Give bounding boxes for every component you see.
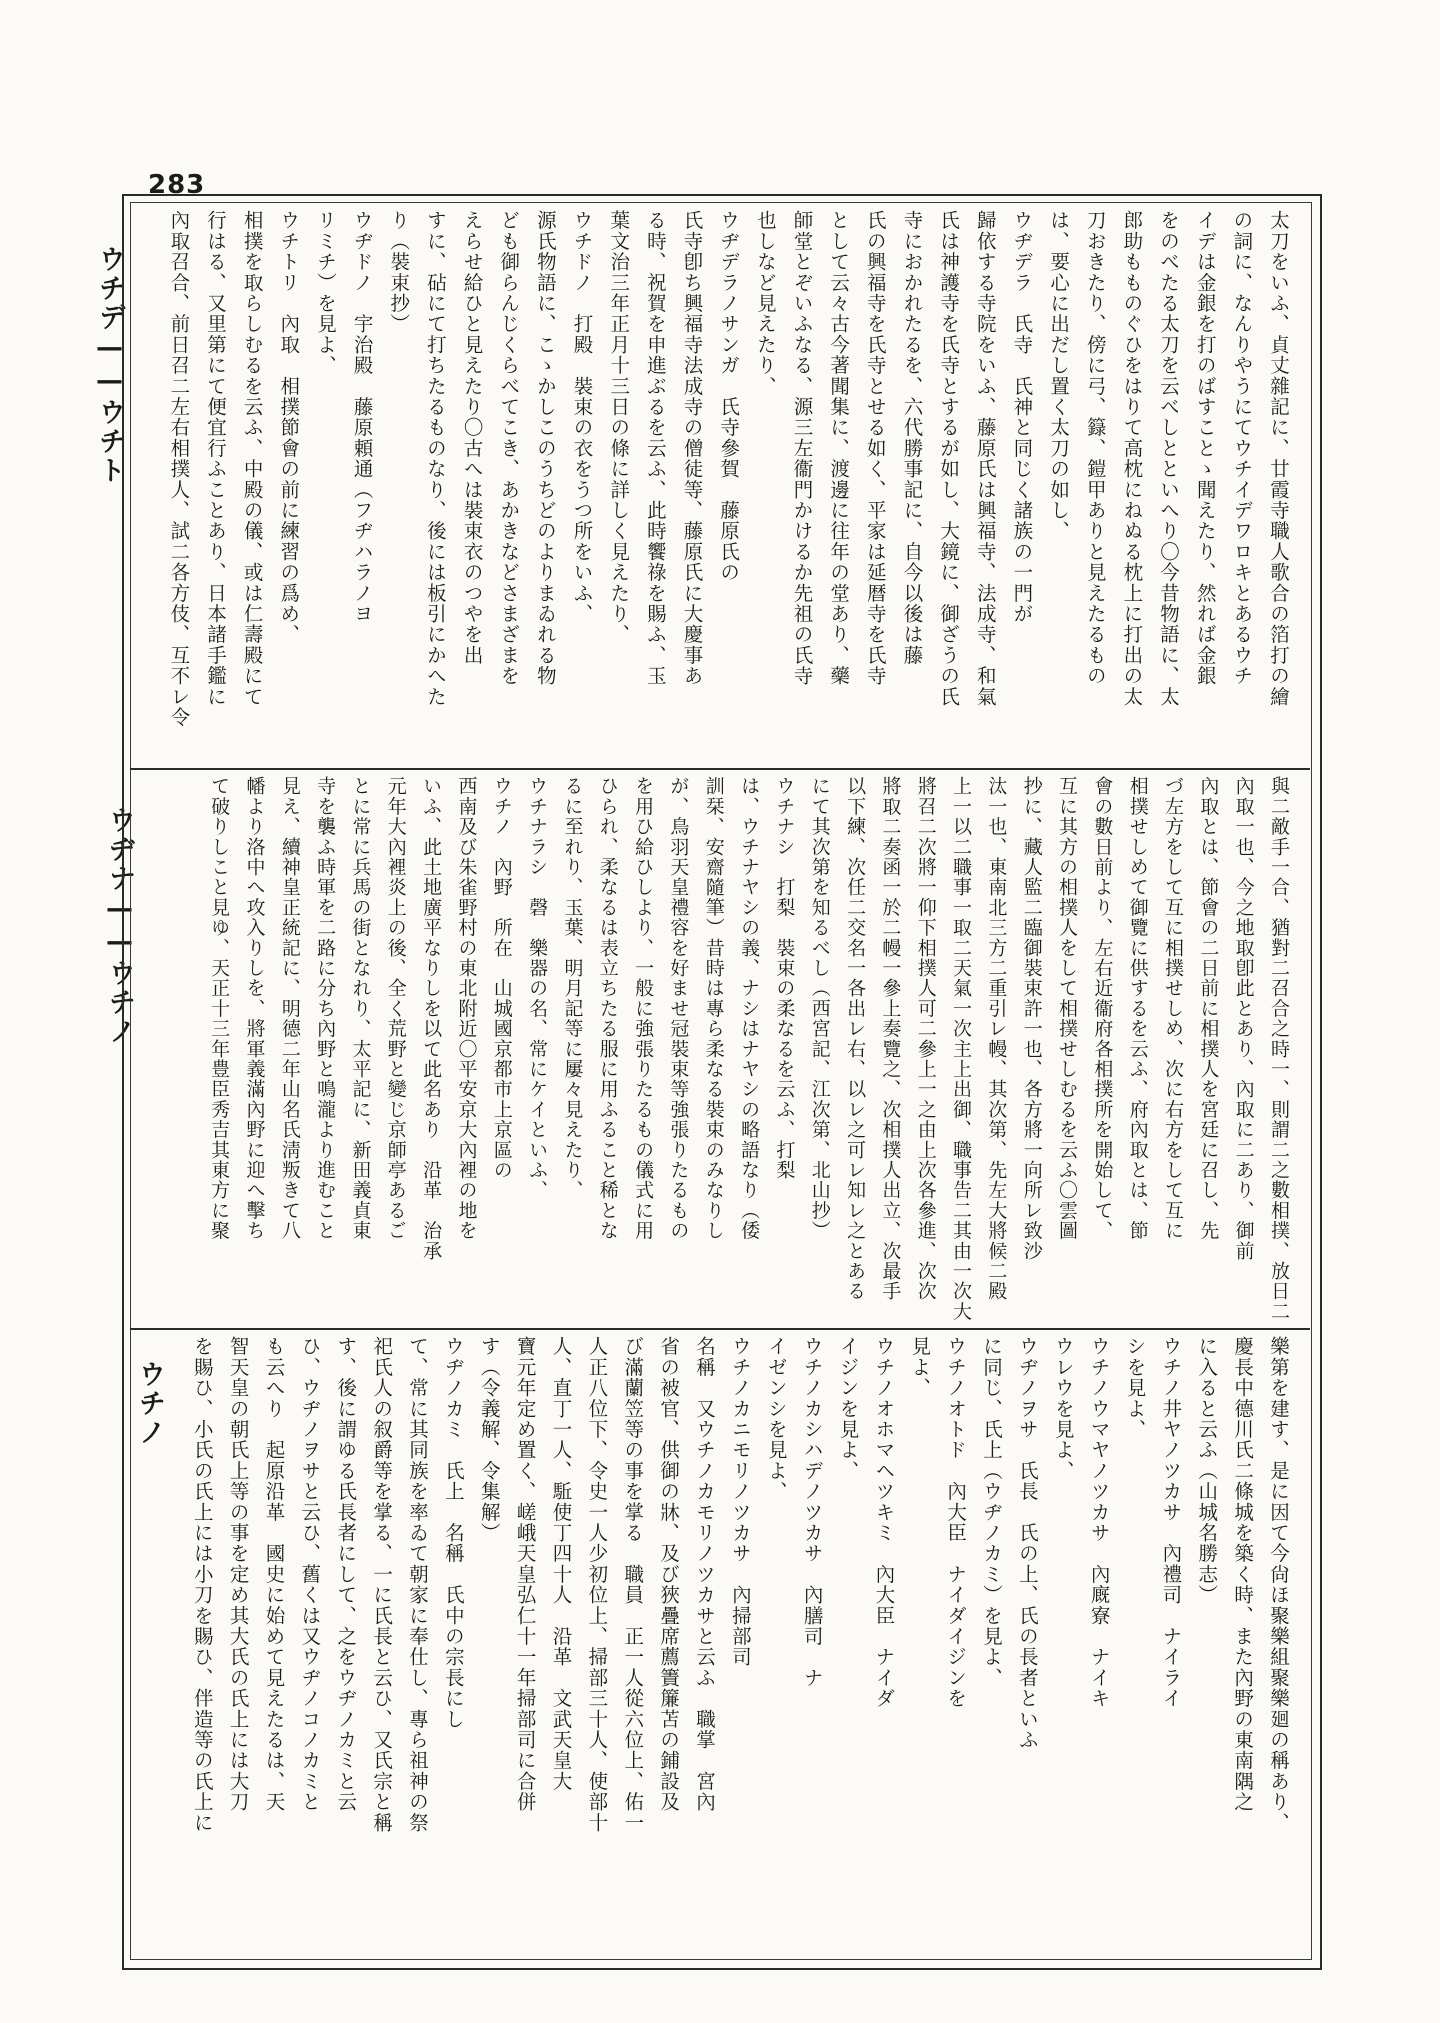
text-column: 以下練、次任二交名一各出レ右、以レ之可レ知レ之とある [844,776,867,1302]
text-column: を賜ひ、小氏の氏上には小刀を賜ひ、伴造等の氏上に [190,1336,214,1833]
text-column: に同じ、氏上（ウヂノカミ）を見よ、 [980,1336,1003,1688]
text-column: 寶元年定め置く、嵯峨天皇弘仁十一年掃部司に合併 [513,1336,537,1813]
text-column: 將召二次將一仰下相撲人可二參上一之由上次各參進、次次 [914,776,937,1302]
text-column: が、鳥羽天皇禮容を好ませ冠裝束等強張りたるもの [667,776,690,1241]
text-column: イジンを見よ、 [836,1336,860,1481]
text-column: の詞に、なんりやうにてウチイデワロキとあるウチ [1230,210,1254,687]
text-column: 抄に、藏人監二臨御裝束許一也、各方將一向所レ致沙 [1020,776,1043,1261]
text-column: 寺におかれたるを、六代勝事記に、自今以後は藤 [900,210,924,666]
text-column: も云へり 起原沿革 國史に始めて見えたるは、天 [262,1336,286,1813]
text-column: ウチノカシハデノツカサ 內膳司 ナ [800,1336,824,1688]
text-column: 慶長中德川氏二條城を築く時、また內野の東南隅之 [1231,1336,1255,1813]
running-head-bottom: ウチノ [134,1360,165,1447]
text-column: 幡より洛中へ攻入りしを、將軍義滿內野に迎へ擊ち [243,776,266,1241]
text-column: は、ウチナヤシの義、ナシはナヤシの略語なり（倭 [738,776,761,1241]
text-column: 訓栞、安齋隨筆）昔時は專ら柔なる裝束のみなりし [702,776,725,1241]
text-column: ウチトリ 內取 相撲節會の前に練習の爲め、 [277,210,301,645]
text-column: ウヂデラノサンガ 氏寺參賀 藤原氏の [717,210,741,583]
text-column: ウヂノカミ 氏上 名稱 氏中の宗長にし [441,1336,465,1730]
text-column: 師堂とぞいふなる、源三左衞門かけるか先祖の氏寺 [790,210,814,687]
text-column: ウチノカニモリノツカサ 內掃部司 [728,1336,752,1668]
text-column: 也しなど見えたり、 [753,210,777,397]
text-column: 源氏物語に、こゝかしこのうちどのよりまゐれる物 [533,210,557,687]
text-column: て破りしこと見ゆ、天正十三年豊臣秀吉其東方に聚 [208,776,231,1241]
text-column: を用ひ給ひしより、一般に強張りたるもの儀式に用 [632,776,655,1241]
text-column: ウヂノヲサ 氏長 氏の上、氏の長者といふ [1015,1336,1039,1750]
text-column: 名稱 又ウチノカモリノツカサと云ふ 職掌 宮內 [693,1336,716,1813]
text-column: 會の數日前より、左右近衞府各相撲所を開始して、 [1091,776,1114,1241]
text-column: 氏の興福寺を氏寺とせる如く、平家は延暦寺を氏寺 [863,210,887,687]
text-column: 見え、續神皇正統記に、明德二年山名氏淸叛きて八 [278,776,301,1241]
text-column: ども御らんじくらべてこき、あかきなどさまざまを [497,210,521,687]
text-column: すに、砧にて打ちたるものなり、後には板引にかへた [423,210,447,707]
text-column: す（令義解、令集解） [477,1336,501,1543]
text-column: 內取召合、前日召二左右相撲人、試二各方伎、互不レ令 [167,210,191,728]
text-column: 互に其方の相撲人をして相撲せしむるを云ふ〇雲圖 [1056,776,1079,1241]
running-head-top: ウチデ——ウチト [94,245,125,485]
page-number: 283 [148,170,206,200]
text-column: 刀おきたり、傍に弓、籙、鎧甲ありと見えたるもの [1083,210,1107,687]
text-column: ウチノ 內野 所在 山城國京都市上京區の [490,776,513,1180]
text-column: 寺を襲ふ時軍を二路に分ち內野と鳴瀧より進むこと [314,776,337,1241]
text-column: 將取二奏函一於二幔一參上奏覽之、次相撲人出立、次最手 [879,776,902,1302]
text-column: をのべたる太刀を云べしとといへり〇今昔物語に、太 [1157,210,1181,707]
text-column: 內取一也、今之地取卽此とあり、內取に二あり、御前 [1232,776,1255,1261]
text-column: て、常に其同族を率ゐて朝家に奉仕し、專ら祖神の祭 [406,1336,429,1833]
dictionary-section-2 [148,776,1296,1322]
section-2-text [148,776,1296,1322]
text-column: イゼンシを見よ、 [764,1336,788,1502]
text-column: ひられ、柔なるは表立ちたる服に用ふること稀とな [596,776,619,1241]
text-column: ウチドノ 打殿 裝束の衣をうつ所をいふ、 [570,210,594,624]
section-1-text [148,210,1296,762]
text-column: づ左方をして互に相撲せしめ、次に右方をして互に [1162,776,1185,1241]
text-column: ウチノウマヤノツカサ 內廐寮 ナイキ [1087,1336,1111,1709]
text-column: 省の被官、供御の牀、及び狹疊席薦簀簾苫の鋪設及 [657,1336,681,1813]
text-column: とに常に兵馬の街となれり、太平記に、新田義貞東 [349,776,372,1241]
text-column: す、後に謂ゆる氏長者にして、之をウヂノカミと云 [334,1336,358,1813]
text-column: いふ、此土地廣平なりしを以て此名あり 沿革 治承 [420,776,443,1261]
text-column: 行はる、又里第にて便宜行ふことあり、日本諸手鑑に [203,210,227,707]
text-column: 相撲を取らしむるを云ふ、中殿の儀、或は仁壽殿にて [240,210,264,707]
text-column: 氏は神護寺を氏寺とするが如し、大鏡に、御ざうの氏 [937,210,961,707]
text-column: 智天皇の朝氏上等の事を定め其大氏の氏上には大刀 [226,1336,250,1813]
text-column: ウヂドノ 宇治殿 藤原頼通（フヂハラノヨ [350,210,374,624]
text-column: 上一以二職事一取二天氣一次主上出御、職事告二其由一次大 [950,776,973,1322]
text-column: り（裝束抄） [387,210,411,335]
text-column: 內取とは、節會の二日前に相撲人を宮廷に召し、先 [1197,776,1220,1241]
running-head-middle: ウヂナ——ウチノ [104,806,135,1046]
text-column: び滿蘭笠等の事を掌る 職員 正一人從六位上、佑一 [621,1336,645,1833]
section-3-text [148,1336,1296,1952]
text-column: 西南及び朱雀野村の東北附近〇平安京大內裡の地を [455,776,478,1241]
text-column: にて其次第を知るべし（西宮記、江次第、北山抄） [808,776,831,1241]
text-column: ウチナシ 打梨 裝束の柔なるを云ふ、打梨 [773,776,796,1180]
section-divider-1 [130,768,1310,770]
text-column: ひ、ウヂノヲサと云ひ、舊くは又ウヂノコノカミと [298,1336,322,1813]
text-column: えらせ給ひと見えたり〇古へは裝束衣のつやを出 [460,210,484,666]
text-column: ウチノオトド 內大臣 ナイダイジンを [944,1336,968,1709]
text-column: 祀氏人の叙爵等を掌る、一に氏長と云ひ、又氏宗と稱 [370,1336,394,1833]
text-column: ウヂデラ 氏寺 氏神と同じく諸族の一門が [1010,210,1034,624]
dictionary-section-3 [148,1336,1296,1952]
text-column: 葉文治三年正月十三日の條に詳しく見えたり、 [607,210,631,645]
text-column: は、要心に出だし置く太刀の如し、 [1047,210,1071,542]
text-column: 見よ、 [908,1336,932,1399]
text-column: ウチノオホマヘツキミ 內大臣 ナイダ [872,1336,896,1709]
text-column: 氏寺卽ち興福寺法成寺の僧徒等、藤原氏に大慶事あ [680,210,704,687]
text-column: るに至れり、玉葉、明月記等に屢々見えたり、 [561,776,584,1201]
text-column: ウチノ井ヤノツカサ 內禮司 ナイライ [1159,1336,1183,1709]
text-column: イデは金銀を打のばすことゝ聞えたり、然れば金銀 [1193,210,1217,687]
text-column: る時、祝賀を申進ぶるを云ふ、此時饗祿を賜ふ、玉 [643,210,667,687]
text-column: に入ると云ふ（山城名勝志） [1195,1336,1219,1606]
text-column: 太刀をいふ、貞丈雜記に、廿霞寺職人歌合の箔打の繪 [1267,210,1290,707]
text-column: 樂第を建す、是に因て今尙ほ聚樂組聚樂廻の稱あり、 [1267,1336,1290,1833]
dictionary-section-1 [148,210,1296,762]
text-column: ウチナラシ 磬 樂器の名、常にケイといふ、 [526,776,549,1201]
text-column: 汰一也、東南北三方二重引レ幔、其次第、先左大將候二殿 [985,776,1008,1302]
text-column: 人正八位下、令史一人少初位上、掃部三十人、使部十 [585,1336,609,1833]
text-column: 與二敵手一合、猶對二召合之時一、則謂二之數相撲、放日二 [1268,776,1290,1322]
text-column: シを見よ、 [1123,1336,1147,1440]
section-divider-2 [130,1328,1310,1330]
text-column: として云々古今著聞集に、渡邊に往年の堂あり、藥 [827,210,851,687]
text-column: 郎助もものぐひをはりて高枕にねぬる枕上に打出の太 [1120,210,1144,707]
text-column: 元年大內裡炎上の後、全く荒野と變じ京師亭あるご [384,776,407,1241]
text-column: 相撲せしめて御覽に供するを云ふ、府內取とは、節 [1126,776,1149,1241]
text-column: リミチ）を見よ、 [313,210,337,376]
text-column: ウレウを見よ、 [1051,1336,1075,1481]
text-column: 歸依する寺院をいふ、藤原氏は興福寺、法成寺、和氣 [973,210,997,707]
text-column: 人、直丁一人、駈使丁四十人 沿革 文武天皇大 [549,1336,573,1792]
